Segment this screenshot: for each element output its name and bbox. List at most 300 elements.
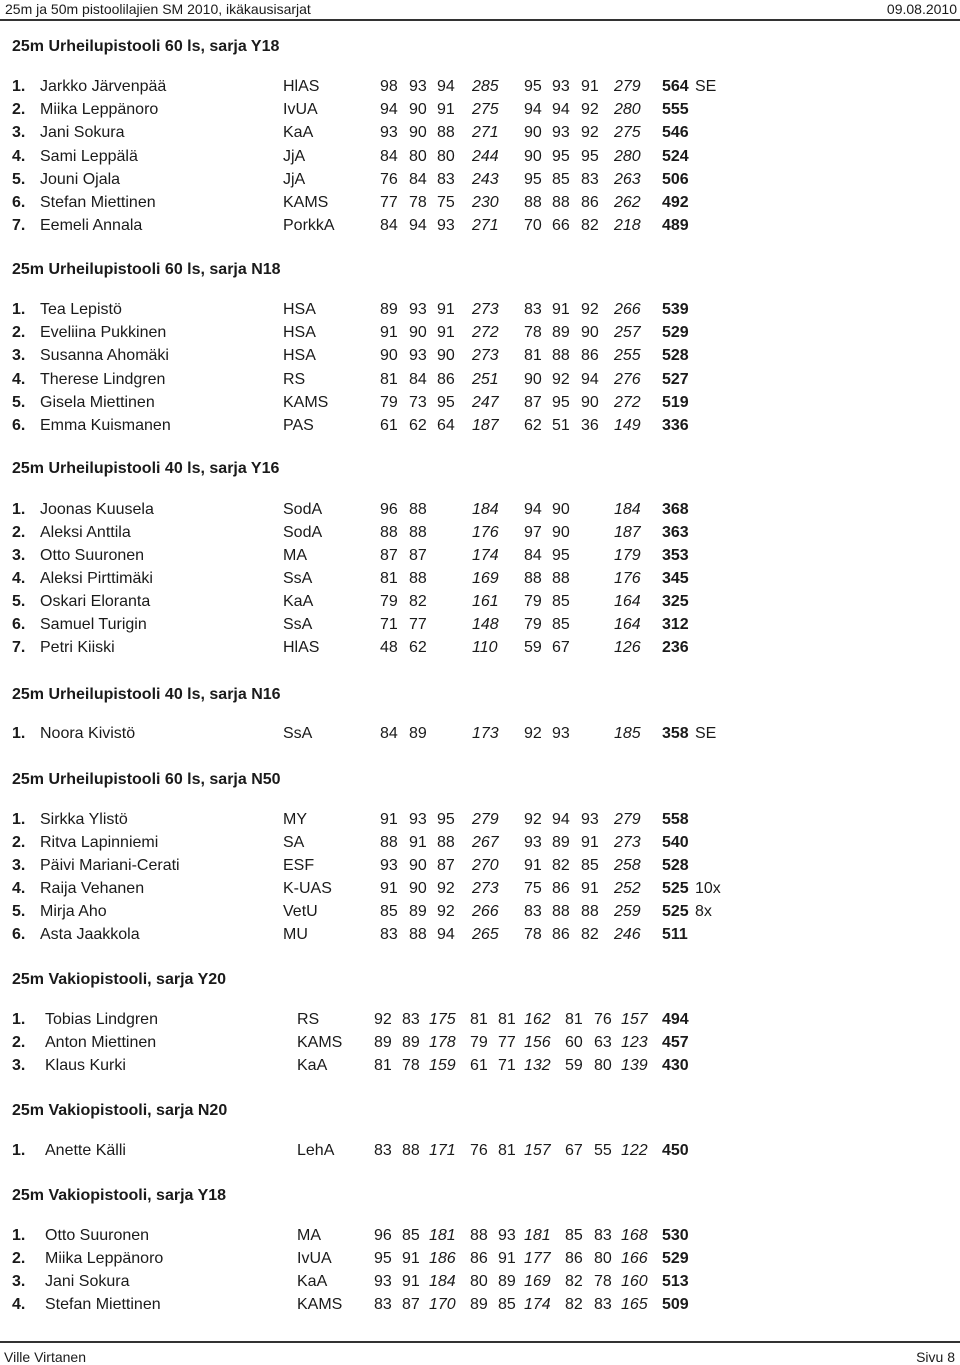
rank: 5. bbox=[12, 593, 26, 610]
series-score: 78 bbox=[402, 1057, 420, 1074]
series-score: 280 bbox=[614, 148, 641, 165]
series-score: 93 bbox=[380, 124, 398, 141]
series-score: 267 bbox=[472, 834, 499, 851]
shooter-name: Tea Lepistö bbox=[40, 301, 122, 318]
series-score: 148 bbox=[472, 616, 499, 633]
shooter-name: Mirja Aho bbox=[40, 903, 107, 920]
total-score: 539 bbox=[662, 301, 689, 318]
total-score: 363 bbox=[662, 524, 689, 541]
series-score: 90 bbox=[581, 324, 599, 341]
series-score: 80 bbox=[470, 1273, 488, 1290]
series-score: 88 bbox=[437, 834, 455, 851]
series-score: 93 bbox=[409, 347, 427, 364]
series-score: 185 bbox=[614, 725, 641, 742]
series-score: 273 bbox=[614, 834, 641, 851]
series-score: 262 bbox=[614, 194, 641, 211]
club: JjA bbox=[283, 171, 306, 188]
series-score: 89 bbox=[552, 324, 570, 341]
series-score: 265 bbox=[472, 926, 499, 943]
shooter-name: Miika Leppänoro bbox=[45, 1250, 164, 1267]
series-score: 86 bbox=[565, 1250, 583, 1267]
series-score: 66 bbox=[552, 217, 570, 234]
series-score: 90 bbox=[524, 124, 542, 141]
shooter-name: Jani Sokura bbox=[45, 1273, 130, 1290]
series-score: 85 bbox=[581, 857, 599, 874]
series-score: 90 bbox=[409, 857, 427, 874]
series-score: 62 bbox=[409, 417, 427, 434]
series-score: 93 bbox=[581, 811, 599, 828]
series-score: 81 bbox=[470, 1011, 488, 1028]
series-score: 88 bbox=[380, 834, 398, 851]
series-score: 171 bbox=[429, 1142, 456, 1159]
club: PorkkA bbox=[283, 217, 335, 234]
total-score: 509 bbox=[662, 1296, 689, 1313]
club: VetU bbox=[283, 903, 318, 920]
total-score: 525 bbox=[662, 880, 689, 897]
series-score: 70 bbox=[524, 217, 542, 234]
club: PAS bbox=[283, 417, 314, 434]
rank: 2. bbox=[12, 101, 26, 118]
series-score: 275 bbox=[614, 124, 641, 141]
shooter-name: Gisela Miettinen bbox=[40, 394, 155, 411]
series-score: 89 bbox=[409, 903, 427, 920]
total-score: 546 bbox=[662, 124, 689, 141]
shooter-name: Petri Kiiski bbox=[40, 639, 115, 656]
series-score: 86 bbox=[552, 880, 570, 897]
result-row bbox=[0, 545, 960, 567]
series-score: 85 bbox=[565, 1227, 583, 1244]
series-score: 93 bbox=[409, 811, 427, 828]
rank: 3. bbox=[12, 547, 26, 564]
rank: 5. bbox=[12, 171, 26, 188]
series-score: 187 bbox=[614, 524, 641, 541]
series-score: 244 bbox=[472, 148, 499, 165]
series-score: 159 bbox=[429, 1057, 456, 1074]
series-score: 252 bbox=[614, 880, 641, 897]
series-score: 88 bbox=[409, 570, 427, 587]
series-score: 91 bbox=[437, 324, 455, 341]
series-score: 139 bbox=[621, 1057, 648, 1074]
section-title: 25m Vakiopistooli, sarja N20 bbox=[12, 1102, 228, 1119]
result-row bbox=[0, 832, 960, 854]
series-score: 174 bbox=[472, 547, 499, 564]
section-title: 25m Urheilupistooli 40 ls, sarja N16 bbox=[12, 686, 281, 703]
series-score: 162 bbox=[524, 1011, 551, 1028]
series-score: 36 bbox=[581, 417, 599, 434]
club: KaA bbox=[283, 124, 314, 141]
club: MA bbox=[283, 547, 307, 564]
series-score: 88 bbox=[581, 903, 599, 920]
result-row bbox=[0, 1248, 960, 1270]
series-score: 83 bbox=[581, 171, 599, 188]
result-row bbox=[0, 192, 960, 214]
club: KaA bbox=[297, 1273, 328, 1290]
series-score: 84 bbox=[409, 171, 427, 188]
series-score: 95 bbox=[581, 148, 599, 165]
series-score: 91 bbox=[380, 880, 398, 897]
club: SsA bbox=[283, 725, 313, 742]
series-score: 263 bbox=[614, 171, 641, 188]
series-score: 62 bbox=[524, 417, 542, 434]
series-score: 176 bbox=[472, 524, 499, 541]
result-row bbox=[0, 122, 960, 144]
rank: 4. bbox=[12, 880, 26, 897]
shooter-name: Asta Jaakkola bbox=[40, 926, 140, 943]
series-score: 76 bbox=[470, 1142, 488, 1159]
shooter-name: Anette Källi bbox=[45, 1142, 126, 1159]
series-score: 272 bbox=[614, 394, 641, 411]
rank: 5. bbox=[12, 903, 26, 920]
series-score: 83 bbox=[437, 171, 455, 188]
series-score: 79 bbox=[380, 394, 398, 411]
shooter-name: Aleksi Anttila bbox=[40, 524, 131, 541]
series-score: 271 bbox=[472, 124, 499, 141]
total-score: 358 bbox=[662, 725, 689, 742]
series-score: 169 bbox=[472, 570, 499, 587]
series-score: 51 bbox=[552, 417, 570, 434]
series-score: 91 bbox=[552, 301, 570, 318]
series-score: 89 bbox=[470, 1296, 488, 1313]
shooter-name: Stefan Miettinen bbox=[40, 194, 156, 211]
series-score: 177 bbox=[524, 1250, 551, 1267]
result-row bbox=[0, 1294, 960, 1316]
series-score: 279 bbox=[614, 811, 641, 828]
page-number: Sivu 8 bbox=[916, 1349, 955, 1365]
club: IvUA bbox=[297, 1250, 332, 1267]
series-score: 122 bbox=[621, 1142, 648, 1159]
series-score: 82 bbox=[581, 217, 599, 234]
series-score: 173 bbox=[472, 725, 499, 742]
result-row bbox=[0, 169, 960, 191]
document-date: 09.08.2010 bbox=[886, 1, 957, 17]
series-score: 78 bbox=[409, 194, 427, 211]
series-score: 218 bbox=[614, 217, 641, 234]
result-row bbox=[0, 99, 960, 121]
series-score: 88 bbox=[524, 570, 542, 587]
series-score: 89 bbox=[498, 1273, 516, 1290]
series-score: 87 bbox=[437, 857, 455, 874]
club: LehA bbox=[297, 1142, 335, 1159]
series-score: 165 bbox=[621, 1296, 648, 1313]
series-score: 84 bbox=[409, 371, 427, 388]
series-score: 62 bbox=[409, 639, 427, 656]
series-score: 270 bbox=[472, 857, 499, 874]
series-score: 280 bbox=[614, 101, 641, 118]
series-score: 184 bbox=[614, 501, 641, 518]
series-score: 80 bbox=[437, 148, 455, 165]
series-score: 87 bbox=[402, 1296, 420, 1313]
shooter-name: Therese Lindgren bbox=[40, 371, 166, 388]
series-score: 157 bbox=[524, 1142, 551, 1159]
club: HlAS bbox=[283, 78, 320, 95]
series-score: 90 bbox=[409, 101, 427, 118]
result-row bbox=[0, 1225, 960, 1247]
series-score: 75 bbox=[437, 194, 455, 211]
series-score: 93 bbox=[437, 217, 455, 234]
series-score: 88 bbox=[409, 524, 427, 541]
total-score: 511 bbox=[662, 926, 688, 943]
series-score: 86 bbox=[552, 926, 570, 943]
series-score: 94 bbox=[552, 101, 570, 118]
total-score: 529 bbox=[662, 1250, 689, 1267]
total-score: 506 bbox=[662, 171, 689, 188]
series-score: 169 bbox=[524, 1273, 551, 1290]
rank: 1. bbox=[12, 1227, 26, 1244]
series-score: 110 bbox=[472, 639, 498, 656]
result-row bbox=[0, 345, 960, 367]
series-score: 79 bbox=[524, 616, 542, 633]
shooter-name: Päivi Mariani-Cerati bbox=[40, 857, 180, 874]
series-score: 88 bbox=[437, 124, 455, 141]
series-score: 90 bbox=[380, 347, 398, 364]
total-score: 528 bbox=[662, 857, 689, 874]
series-score: 88 bbox=[524, 194, 542, 211]
rank: 6. bbox=[12, 194, 26, 211]
series-score: 164 bbox=[614, 616, 641, 633]
series-score: 82 bbox=[581, 926, 599, 943]
series-score: 97 bbox=[524, 524, 542, 541]
series-score: 184 bbox=[472, 501, 499, 518]
series-score: 94 bbox=[409, 217, 427, 234]
series-score: 59 bbox=[565, 1057, 583, 1074]
series-score: 73 bbox=[409, 394, 427, 411]
series-score: 90 bbox=[409, 124, 427, 141]
series-score: 48 bbox=[380, 639, 398, 656]
series-score: 91 bbox=[581, 880, 599, 897]
club: SA bbox=[283, 834, 305, 851]
rank: 1. bbox=[12, 725, 26, 742]
series-score: 186 bbox=[429, 1250, 456, 1267]
series-score: 83 bbox=[594, 1227, 612, 1244]
total-score: 524 bbox=[662, 148, 689, 165]
series-score: 93 bbox=[409, 301, 427, 318]
result-row bbox=[0, 723, 960, 745]
series-score: 63 bbox=[594, 1034, 612, 1051]
series-score: 90 bbox=[552, 501, 570, 518]
series-score: 92 bbox=[524, 725, 542, 742]
series-score: 80 bbox=[594, 1057, 612, 1074]
shooter-name: Otto Suuronen bbox=[45, 1227, 150, 1244]
series-score: 84 bbox=[380, 725, 398, 742]
rank: 1. bbox=[12, 811, 26, 828]
shooter-name: Otto Suuronen bbox=[40, 547, 145, 564]
series-score: 92 bbox=[581, 124, 599, 141]
result-row bbox=[0, 637, 960, 659]
series-score: 81 bbox=[380, 371, 398, 388]
shooter-name: Jouni Ojala bbox=[40, 171, 121, 188]
series-score: 93 bbox=[380, 857, 398, 874]
series-score: 87 bbox=[524, 394, 542, 411]
series-score: 84 bbox=[380, 217, 398, 234]
club: MU bbox=[283, 926, 308, 943]
series-score: 95 bbox=[524, 78, 542, 95]
shooter-name: Tobias Lindgren bbox=[45, 1011, 158, 1028]
result-row bbox=[0, 901, 960, 923]
rank: 3. bbox=[12, 857, 26, 874]
club: IvUA bbox=[283, 101, 318, 118]
footer-divider bbox=[0, 1341, 960, 1343]
series-score: 94 bbox=[437, 78, 455, 95]
series-score: 87 bbox=[380, 547, 398, 564]
series-score: 84 bbox=[524, 547, 542, 564]
series-score: 94 bbox=[524, 501, 542, 518]
club: KAMS bbox=[297, 1034, 343, 1051]
shooter-name: Anton Miettinen bbox=[45, 1034, 157, 1051]
series-score: 67 bbox=[552, 639, 570, 656]
series-score: 83 bbox=[380, 926, 398, 943]
series-score: 90 bbox=[581, 394, 599, 411]
series-score: 88 bbox=[552, 347, 570, 364]
series-score: 161 bbox=[472, 593, 499, 610]
series-score: 88 bbox=[409, 926, 427, 943]
series-score: 79 bbox=[470, 1034, 488, 1051]
series-score: 91 bbox=[402, 1273, 420, 1290]
rank: 1. bbox=[12, 1011, 26, 1028]
series-score: 187 bbox=[472, 417, 499, 434]
result-row bbox=[0, 215, 960, 237]
series-score: 92 bbox=[374, 1011, 392, 1028]
series-score: 160 bbox=[621, 1273, 648, 1290]
section-title: 25m Urheilupistooli 60 ls, sarja Y18 bbox=[12, 38, 280, 55]
result-row bbox=[0, 855, 960, 877]
series-score: 75 bbox=[524, 880, 542, 897]
series-score: 181 bbox=[429, 1227, 456, 1244]
series-score: 78 bbox=[524, 324, 542, 341]
series-score: 85 bbox=[380, 903, 398, 920]
series-score: 93 bbox=[552, 725, 570, 742]
series-score: 93 bbox=[552, 124, 570, 141]
series-score: 88 bbox=[402, 1142, 420, 1159]
series-score: 77 bbox=[409, 616, 427, 633]
rank: 2. bbox=[12, 1250, 26, 1267]
result-row bbox=[0, 522, 960, 544]
series-score: 91 bbox=[380, 324, 398, 341]
series-score: 156 bbox=[524, 1034, 551, 1051]
total-score: 525 bbox=[662, 903, 689, 920]
series-score: 83 bbox=[374, 1296, 392, 1313]
result-row bbox=[0, 1055, 960, 1077]
total-score: 555 bbox=[662, 101, 689, 118]
section-title: 25m Urheilupistooli 60 ls, sarja N18 bbox=[12, 261, 281, 278]
rank: 2. bbox=[12, 324, 26, 341]
series-score: 96 bbox=[380, 501, 398, 518]
rank: 4. bbox=[12, 371, 26, 388]
rank: 3. bbox=[12, 1273, 26, 1290]
series-score: 89 bbox=[402, 1034, 420, 1051]
club: KAMS bbox=[283, 394, 329, 411]
series-score: 90 bbox=[524, 148, 542, 165]
series-score: 166 bbox=[621, 1250, 648, 1267]
series-score: 95 bbox=[374, 1250, 392, 1267]
series-score: 85 bbox=[402, 1227, 420, 1244]
series-score: 91 bbox=[409, 834, 427, 851]
result-row bbox=[0, 878, 960, 900]
series-score: 93 bbox=[524, 834, 542, 851]
rank: 4. bbox=[12, 1296, 26, 1313]
result-row bbox=[0, 146, 960, 168]
shooter-name: Ritva Lapinniemi bbox=[40, 834, 159, 851]
total-score: 325 bbox=[662, 593, 689, 610]
series-score: 77 bbox=[498, 1034, 516, 1051]
total-score: 527 bbox=[662, 371, 689, 388]
series-score: 81 bbox=[565, 1011, 583, 1028]
series-score: 80 bbox=[594, 1250, 612, 1267]
series-score: 55 bbox=[594, 1142, 612, 1159]
series-score: 76 bbox=[594, 1011, 612, 1028]
result-row bbox=[0, 1271, 960, 1293]
series-score: 90 bbox=[409, 880, 427, 897]
series-score: 93 bbox=[498, 1227, 516, 1244]
series-score: 81 bbox=[498, 1011, 516, 1028]
series-score: 94 bbox=[552, 811, 570, 828]
shooter-name: Sami Leppälä bbox=[40, 148, 138, 165]
rank: 2. bbox=[12, 524, 26, 541]
rank: 7. bbox=[12, 217, 26, 234]
series-score: 230 bbox=[472, 194, 499, 211]
result-row bbox=[0, 809, 960, 831]
series-score: 61 bbox=[470, 1057, 488, 1074]
shooter-name: Aleksi Pirttimäki bbox=[40, 570, 153, 587]
result-row bbox=[0, 499, 960, 521]
club: HlAS bbox=[283, 639, 320, 656]
series-score: 84 bbox=[380, 148, 398, 165]
series-score: 90 bbox=[552, 524, 570, 541]
total-score: 492 bbox=[662, 194, 689, 211]
shooter-name: Stefan Miettinen bbox=[45, 1296, 161, 1313]
series-score: 83 bbox=[524, 301, 542, 318]
rank: 1. bbox=[12, 1142, 26, 1159]
series-score: 86 bbox=[437, 371, 455, 388]
total-score: 430 bbox=[662, 1057, 689, 1074]
club: K-UAS bbox=[283, 880, 332, 897]
series-score: 178 bbox=[429, 1034, 456, 1051]
rank: 2. bbox=[12, 834, 26, 851]
series-score: 88 bbox=[380, 524, 398, 541]
series-score: 181 bbox=[524, 1227, 551, 1244]
result-row bbox=[0, 1032, 960, 1054]
document-title: 25m ja 50m pistoolilajien SM 2010, ikäkausisarjat bbox=[5, 1, 311, 17]
series-score: 255 bbox=[614, 347, 641, 364]
club: HSA bbox=[283, 324, 316, 341]
series-score: 88 bbox=[552, 903, 570, 920]
result-row bbox=[0, 568, 960, 590]
shooter-name: Sirkka Ylistö bbox=[40, 811, 128, 828]
series-score: 179 bbox=[614, 547, 641, 564]
club: RS bbox=[297, 1011, 320, 1028]
total-score: 558 bbox=[662, 811, 689, 828]
club: MY bbox=[283, 811, 307, 828]
result-row bbox=[0, 415, 960, 437]
shooter-name: Samuel Turigin bbox=[40, 616, 147, 633]
series-score: 273 bbox=[472, 880, 499, 897]
series-score: 91 bbox=[498, 1250, 516, 1267]
shooter-name: Jarkko Järvenpää bbox=[40, 78, 167, 95]
total-score: 519 bbox=[662, 394, 689, 411]
series-score: 246 bbox=[614, 926, 641, 943]
total-score: 236 bbox=[662, 639, 689, 656]
series-score: 271 bbox=[472, 217, 499, 234]
series-score: 88 bbox=[552, 570, 570, 587]
club: SodA bbox=[283, 501, 323, 518]
series-score: 89 bbox=[409, 725, 427, 742]
total-score: 345 bbox=[662, 570, 689, 587]
series-score: 86 bbox=[581, 194, 599, 211]
total-score: 529 bbox=[662, 324, 689, 341]
series-score: 275 bbox=[472, 101, 499, 118]
series-score: 258 bbox=[614, 857, 641, 874]
series-score: 170 bbox=[429, 1296, 456, 1313]
series-score: 92 bbox=[524, 811, 542, 828]
